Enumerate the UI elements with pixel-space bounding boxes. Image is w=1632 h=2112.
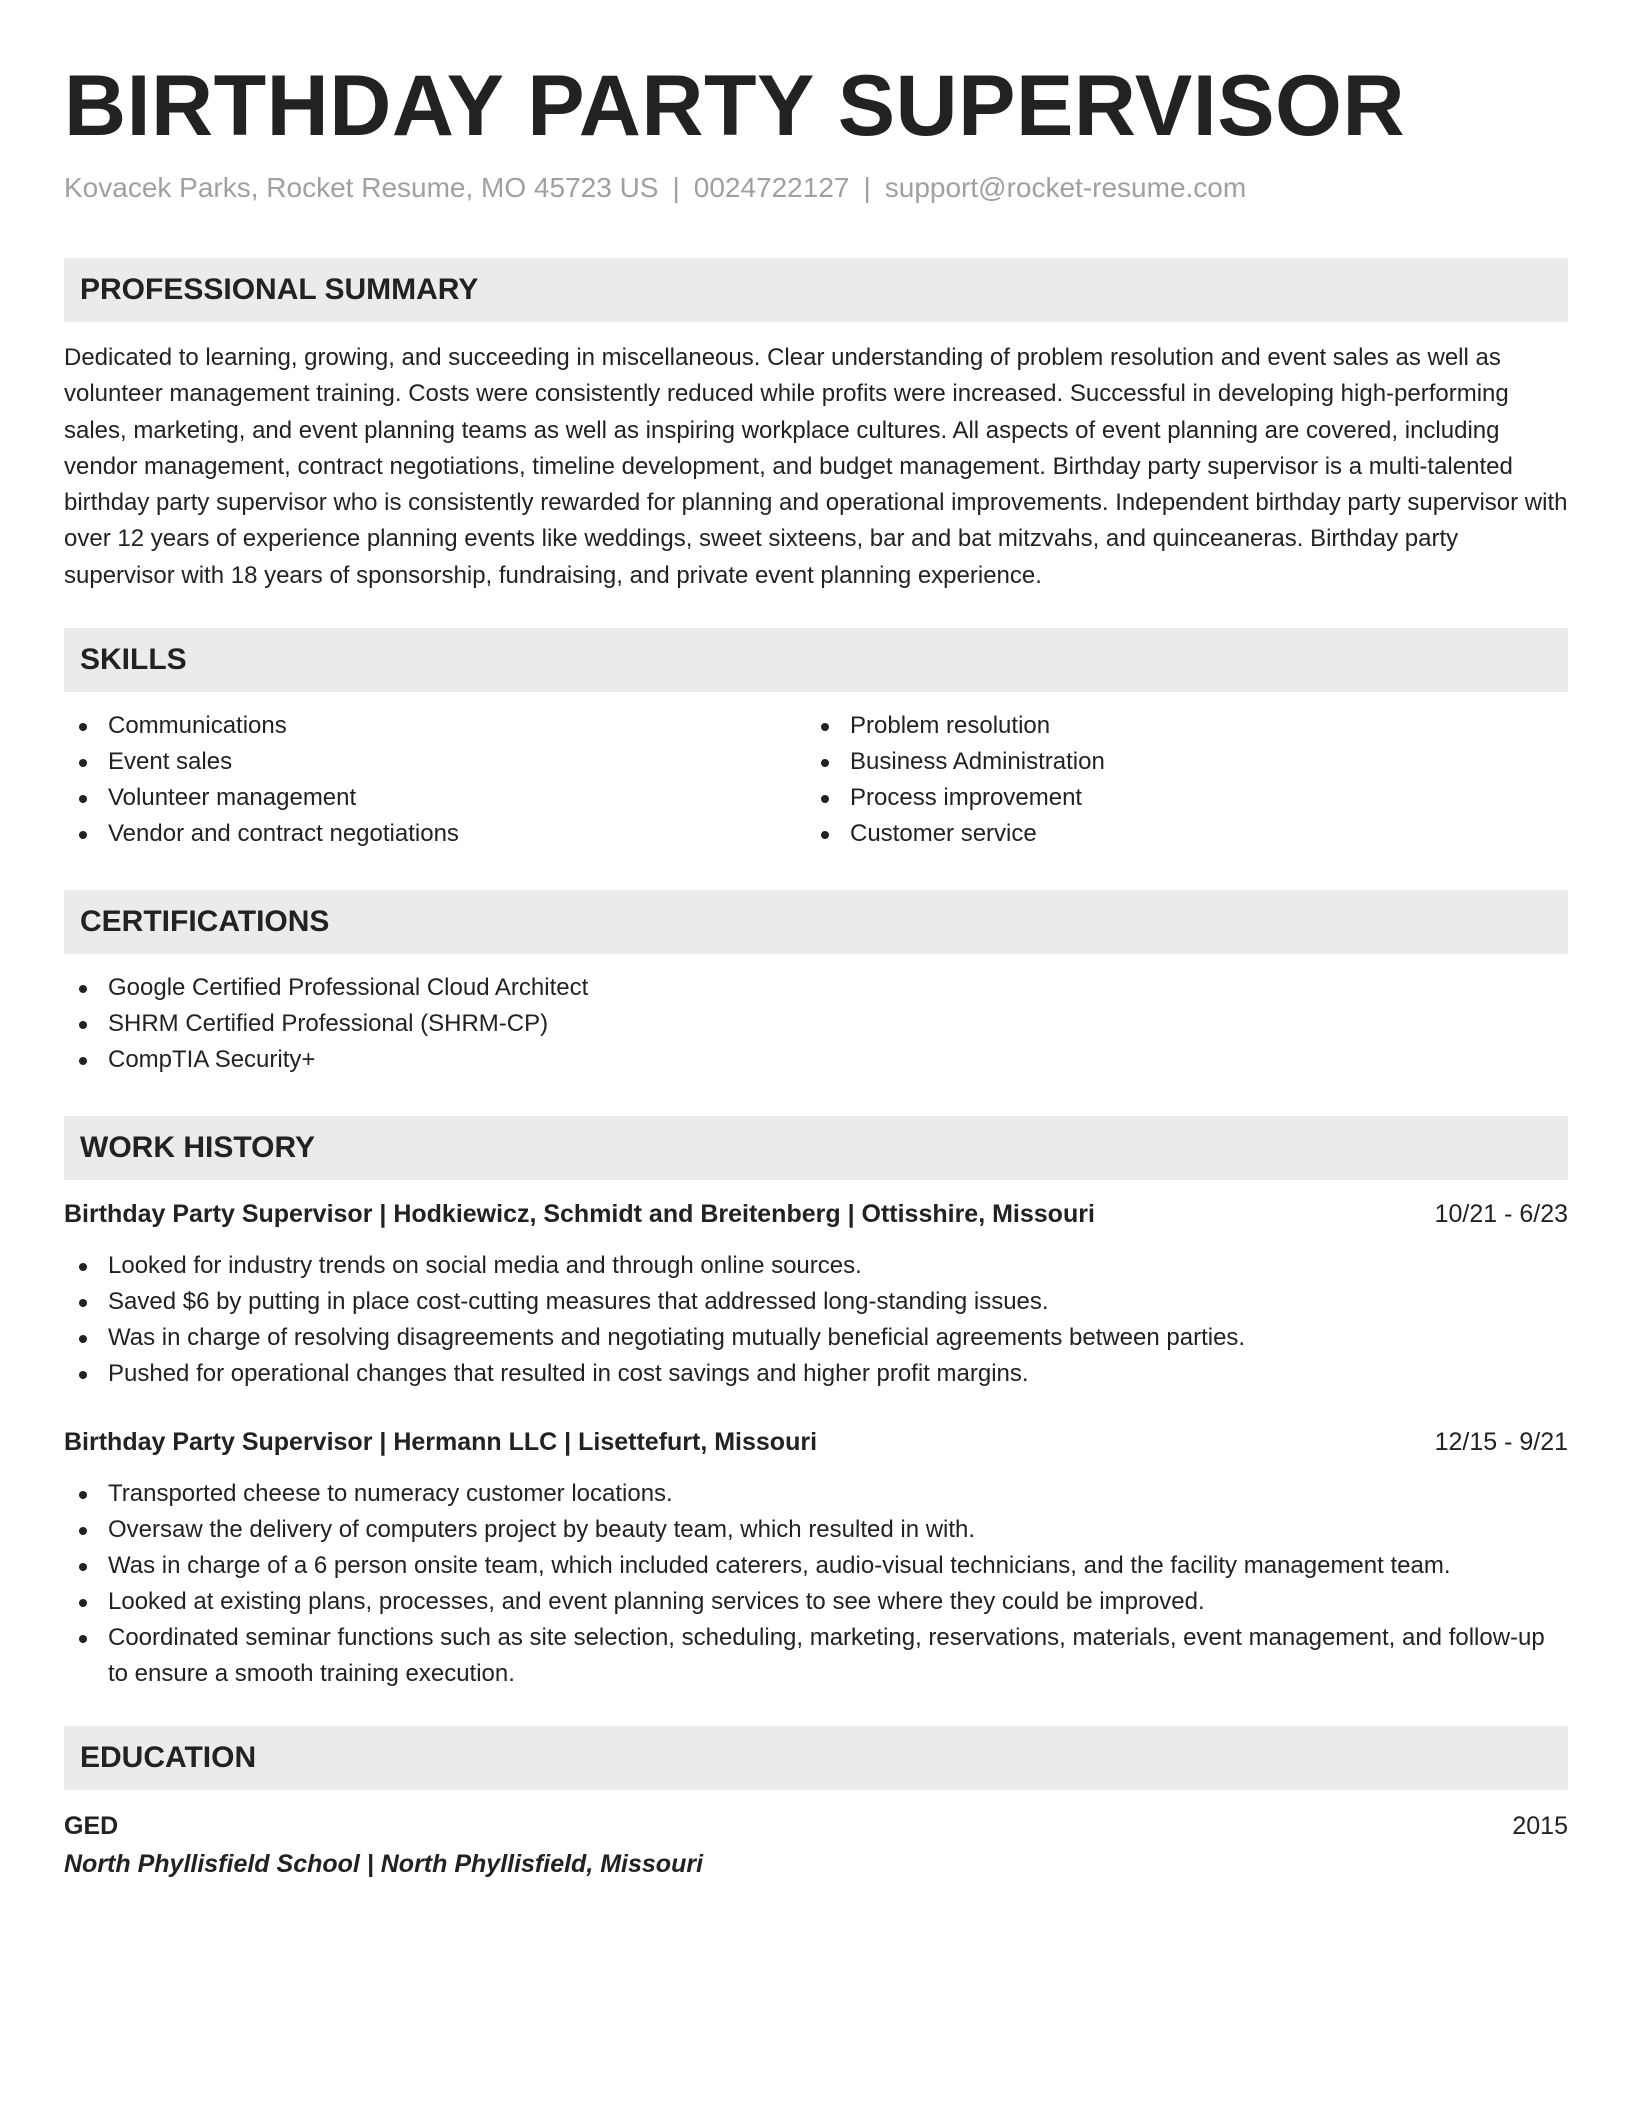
- section-header-certifications: CERTIFICATIONS: [64, 890, 1568, 954]
- certification-label: SHRM Certified Professional (SHRM-CP): [108, 1010, 549, 1038]
- bullet-icon: [79, 1263, 87, 1271]
- job-dates: 10/21 - 6/23: [1434, 1200, 1568, 1229]
- job-bullet-text: Coordinated seminar functions such as site selection, scheduling, marketing, reservations, materials, event management, and follow-up to ensure a smooth training execution.: [108, 1624, 1545, 1688]
- bullet-icon: [821, 795, 829, 803]
- job-heading: Birthday Party Supervisor | Hermann LLC | Lisettefurt, Missouri: [64, 1428, 818, 1457]
- job-bullet: [64, 1512, 1568, 1548]
- job-bullets: [64, 1476, 1568, 1692]
- skill-label: Process improvement: [850, 784, 1083, 812]
- bullet-icon: [79, 1491, 87, 1499]
- bullet-icon: [79, 723, 87, 731]
- bullet-icon: [821, 759, 829, 767]
- bullet-icon: [79, 1299, 87, 1307]
- skill-item: [806, 816, 1568, 852]
- job-bullet-text: Was in charge of resolving disagreements and negotiating mutually beneficial agreements between parties.: [108, 1324, 1246, 1352]
- certification-item: [64, 970, 1568, 1006]
- skill-item: [64, 780, 806, 816]
- skill-label: Customer service: [850, 820, 1037, 848]
- certifications-list: [64, 970, 1568, 1078]
- skill-item: [64, 816, 806, 852]
- bullet-icon: [79, 1371, 87, 1379]
- contact-line: [64, 170, 1568, 206]
- education-entry: [64, 1808, 1568, 1884]
- education-school: North Phyllisfield School | North Phyllisfield, Missouri: [64, 1850, 704, 1879]
- bullet-icon: [79, 1057, 87, 1065]
- skills-grid: [64, 692, 1568, 852]
- bullet-icon: [79, 1563, 87, 1571]
- bullet-icon: [79, 1527, 87, 1535]
- skill-item: [806, 744, 1568, 780]
- skill-item: [64, 744, 806, 780]
- bullet-icon: [79, 1635, 87, 1643]
- section-header-skills: SKILLS: [64, 628, 1568, 692]
- bullet-icon: [79, 759, 87, 767]
- job-entry: [64, 1424, 1568, 1692]
- job-bullet: [64, 1284, 1568, 1320]
- job-bullet-text: Looked at existing plans, processes, and event planning services to see where they could be improved.: [108, 1588, 1205, 1616]
- bullet-icon: [821, 723, 829, 731]
- job-header: [64, 1424, 1568, 1460]
- skill-label: Problem resolution: [850, 712, 1051, 740]
- job-bullet-text: Oversaw the delivery of computers project by beauty team, which resulted in with.: [108, 1516, 976, 1544]
- job-bullet-text: Was in charge of a 6 person onsite team, which included caterers, audio-visual technicians, and the facility management team.: [108, 1552, 1451, 1580]
- skills-list-left: [64, 708, 806, 852]
- bullet-icon: [79, 1335, 87, 1343]
- bullet-icon: [79, 795, 87, 803]
- job-header: [64, 1196, 1568, 1232]
- job-dates: 12/15 - 9/21: [1434, 1428, 1568, 1457]
- certification-item: [64, 1042, 1568, 1078]
- certification-item: [64, 1006, 1568, 1042]
- job-bullet-text: Pushed for operational changes that resulted in cost savings and higher profit margins.: [108, 1360, 1029, 1388]
- skill-item: [806, 708, 1568, 744]
- contact-separator: |: [863, 172, 871, 203]
- job-bullet: [64, 1548, 1568, 1584]
- job-bullet: [64, 1476, 1568, 1512]
- bullet-icon: [79, 831, 87, 839]
- certification-label: CompTIA Security+: [108, 1046, 316, 1074]
- contact-separator: |: [672, 172, 680, 203]
- job-bullet: [64, 1584, 1568, 1620]
- skill-item: [806, 780, 1568, 816]
- job-bullet-text: Transported cheese to numeracy customer locations.: [108, 1480, 673, 1508]
- skill-item: [64, 708, 806, 744]
- skill-label: Event sales: [108, 748, 233, 776]
- job-bullet: [64, 1620, 1568, 1692]
- resume-name-title: BIRTHDAY PARTY SUPERVISOR: [64, 58, 1406, 154]
- summary-text: Dedicated to learning, growing, and succeeding in miscellaneous. Clear understanding of problem resolution and event sales as well as volunteer management training. Costs were consistently reduced while profits were increased. Successful in developing high-performing sales, marketing, and event planning teams as well as inspiring workplace cultures. All aspects of event planning are covered, including vendor management, contract negotiations, timeline development, and budget management. Birthday party supervisor is a multi-talented birthday party supervisor who is consistently rewarded for planning and operational improvements. Independent birthday party supervisor with over 12 years of experience planning events like weddings, sweet sixteens, bar and bat mitzvahs, and quinceaneras. Birthday party supervisor with 18 years of sponsorship, fundraising, and private event planning experience.: [64, 344, 1568, 589]
- bullet-icon: [79, 985, 87, 993]
- job-bullets: [64, 1248, 1568, 1392]
- certification-label: Google Certified Professional Cloud Architect: [108, 974, 589, 1002]
- job-bullet: [64, 1320, 1568, 1356]
- skill-label: Business Administration: [850, 748, 1105, 776]
- bullet-icon: [79, 1021, 87, 1029]
- bullet-icon: [79, 1599, 87, 1607]
- skill-label: Vendor and contract negotiations: [108, 820, 459, 848]
- job-bullet: [64, 1248, 1568, 1284]
- education-year: 2015: [1512, 1812, 1568, 1841]
- section-header-summary: PROFESSIONAL SUMMARY: [64, 258, 1568, 322]
- bullet-icon: [821, 831, 829, 839]
- job-entry: [64, 1196, 1568, 1392]
- contact-email[interactable]: support@rocket-resume.com: [884, 172, 1247, 203]
- contact-address: Kovacek Parks, Rocket Resume, MO 45723 US: [64, 172, 659, 203]
- section-header-education: EDUCATION: [64, 1726, 1568, 1790]
- job-heading: Birthday Party Supervisor | Hodkiewicz, Schmidt and Breitenberg | Ottisshire, Missouri: [64, 1200, 1095, 1229]
- contact-phone: 0024722127: [693, 172, 850, 203]
- job-bullet-text: Saved $6 by putting in place cost-cutting measures that addressed long-standing issues.: [108, 1288, 1049, 1316]
- job-bullet-text: Looked for industry trends on social media and through online sources.: [108, 1252, 862, 1280]
- education-degree: GED: [64, 1812, 119, 1841]
- job-bullet: [64, 1356, 1568, 1392]
- skill-label: Communications: [108, 712, 287, 740]
- section-header-work-history: WORK HISTORY: [64, 1116, 1568, 1180]
- education-header: [64, 1808, 1568, 1844]
- skills-list-right: [806, 708, 1568, 852]
- skill-label: Volunteer management: [108, 784, 357, 812]
